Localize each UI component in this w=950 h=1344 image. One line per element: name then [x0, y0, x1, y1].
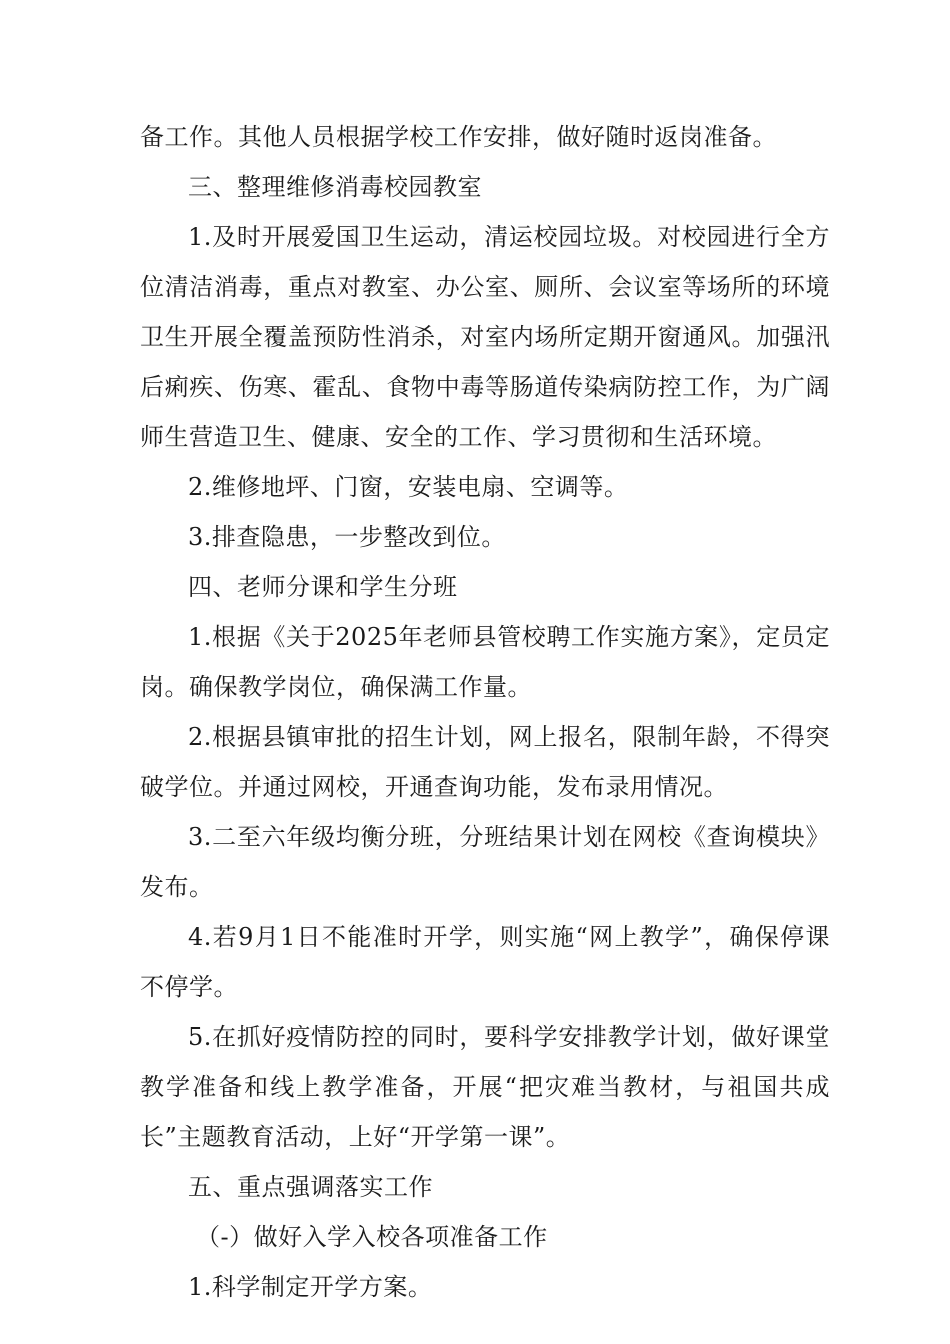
paragraph-item: 2.维修地坪、门窗，安装电扇、空调等。: [188, 473, 629, 501]
paragraph-item: 1.根据《关于2025年老师县管校聘工作实施方案》，定员定岗。确保教学岗位，确保满工作量。: [140, 623, 830, 701]
paragraph-item: 3.二至六年级均衡分班，分班结果计划在网校《查询模块》发布。: [140, 823, 830, 901]
section-heading-3: 三、整理维修消毒校园教室: [188, 173, 482, 201]
paragraph-item: 2.根据县镇审批的招生计划，网上报名，限制年龄，不得突破学位。并通过网校，开通查询功能，发布录用情况。: [140, 723, 830, 801]
section-heading-5: 五、重点强调落实工作: [188, 1173, 433, 1201]
document-body: [140, 112, 830, 1312]
paragraph-item: 4.若9月1日不能准时开学，则实施“网上教学”，确保停课不停学。: [140, 923, 830, 1001]
paragraph-item: 5.在抓好疫情防控的同时，要科学安排教学计划，做好课堂教学准备和线上教学准备，开展“把灾难当教材，与祖国共成长”主题教育活动，上好“开学第一课”。: [140, 1023, 830, 1151]
paragraph-item: 1.及时开展爱国卫生运动，清运校园垃圾。对校园进行全方位清洁消毒，重点对教室、办公室、厕所、会议室等场所的环境卫生开展全覆盖预防性消杀，对室内场所定期开窗通风。加强汛后痢疾、伤寒、霍乱、食物中毒等肠道传染病防控工作，为广阔师生营造卫生、健康、安全的工作、学习贯彻和生活环境。: [140, 223, 830, 451]
paragraph-item: 1.科学制定开学方案。: [188, 1273, 433, 1301]
subsection-heading: （-）做好入学入校各项准备工作: [196, 1223, 548, 1251]
paragraph-item: 3.排查隐患，一步整改到位。: [188, 523, 506, 551]
paragraph-continuation: 备工作。其他人员根据学校工作安排，做好随时返岗准备。: [140, 123, 777, 151]
section-heading-4: 四、老师分课和学生分班: [188, 573, 458, 601]
